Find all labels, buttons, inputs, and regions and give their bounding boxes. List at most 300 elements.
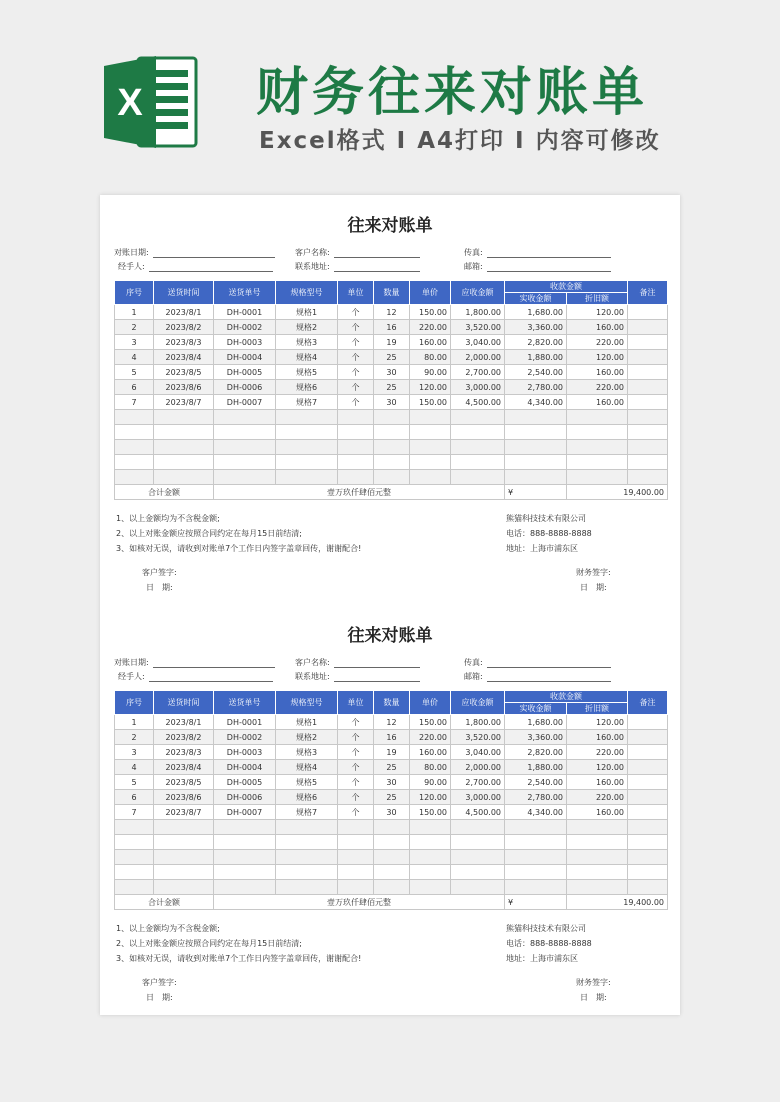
cell-price [410, 880, 451, 895]
fax-label: 传真: [464, 658, 483, 667]
cell-unit: 个 [338, 790, 374, 805]
email-line[interactable] [487, 263, 611, 272]
statement-copy-1 [100, 195, 680, 605]
cell-receivable [451, 425, 505, 440]
cell-actual [505, 425, 567, 440]
cell-remark [628, 805, 668, 820]
cell-price [410, 820, 451, 835]
cell-seq [115, 455, 154, 470]
cell-date: 2023/8/1 [154, 715, 214, 730]
cell-date: 2023/8/6 [154, 790, 214, 805]
total-in-words: 壹万玖仟肆佰元整 [214, 485, 505, 500]
cell-date [154, 440, 214, 455]
cell-qty [374, 440, 410, 455]
cell-spec: 规格5 [276, 775, 338, 790]
cell-qty: 16 [374, 730, 410, 745]
cell-date: 2023/8/6 [154, 380, 214, 395]
header-receivable: 应收金额 [451, 691, 505, 715]
cell-receivable: 2,700.00 [451, 775, 505, 790]
cell-actual: 1,680.00 [505, 305, 567, 320]
cell-receivable [451, 455, 505, 470]
table-row [115, 820, 668, 835]
cell-seq: 3 [115, 335, 154, 350]
cell-qty: 16 [374, 320, 410, 335]
cell-seq [115, 820, 154, 835]
cell-discount [567, 410, 628, 425]
cell-remark [628, 715, 668, 730]
cell-spec: 规格5 [276, 365, 338, 380]
cell-qty: 30 [374, 365, 410, 380]
header-remark: 备注 [628, 281, 668, 305]
logo-letter: X [117, 82, 143, 124]
cell-unit [338, 425, 374, 440]
company-name: 熊猫科技技术有限公司 [506, 924, 586, 933]
email-line[interactable] [487, 673, 611, 682]
ledger-body [115, 305, 668, 485]
cell-seq: 2 [115, 730, 154, 745]
cell-remark [628, 470, 668, 485]
handler-line[interactable] [149, 263, 273, 272]
cell-discount: 220.00 [567, 380, 628, 395]
cell-date [154, 455, 214, 470]
cell-date: 2023/8/5 [154, 775, 214, 790]
cell-discount [567, 455, 628, 470]
note-line: 2、以上对账金额应按照合同约定在每月15日前结清; [116, 529, 302, 538]
ledger-table [114, 690, 668, 910]
cell-seq: 4 [115, 760, 154, 775]
table-row [115, 425, 668, 440]
cell-qty: 30 [374, 775, 410, 790]
cell-order [214, 820, 276, 835]
cell-unit [338, 455, 374, 470]
cell-discount: 160.00 [567, 365, 628, 380]
ledger-total-row [115, 895, 668, 910]
address-label: 联系地址: [295, 672, 330, 681]
handler-field [118, 671, 273, 682]
cell-unit [338, 865, 374, 880]
cell-unit: 个 [338, 745, 374, 760]
cell-order: DH-0006 [214, 790, 276, 805]
cell-remark [628, 880, 668, 895]
cell-price: 80.00 [410, 760, 451, 775]
cell-receivable [451, 820, 505, 835]
finance-date-label: 日 期: [580, 583, 607, 592]
handler-label: 经手人: [118, 262, 145, 271]
cell-order [214, 470, 276, 485]
cell-qty: 25 [374, 790, 410, 805]
cell-discount: 160.00 [567, 775, 628, 790]
cell-order: DH-0003 [214, 745, 276, 760]
statement-date-field [114, 657, 275, 668]
cell-qty: 12 [374, 715, 410, 730]
finance-signature-label: 财务签字: [576, 978, 611, 987]
header-order: 送货单号 [214, 691, 276, 715]
header-date: 送货时间 [154, 281, 214, 305]
cell-qty: 12 [374, 305, 410, 320]
header-seq: 序号 [115, 281, 154, 305]
cell-seq [115, 880, 154, 895]
cell-order: DH-0004 [214, 350, 276, 365]
table-row [115, 760, 668, 775]
table-row [115, 865, 668, 880]
header-qty: 数量 [374, 281, 410, 305]
cell-receivable: 3,040.00 [451, 745, 505, 760]
table-row [115, 775, 668, 790]
statement-copy-2 [100, 605, 680, 1015]
cell-discount [567, 440, 628, 455]
cell-order: DH-0005 [214, 775, 276, 790]
cell-seq: 1 [115, 305, 154, 320]
cell-receivable [451, 880, 505, 895]
cell-receivable [451, 440, 505, 455]
cell-price: 150.00 [410, 305, 451, 320]
cell-date: 2023/8/2 [154, 320, 214, 335]
cell-spec: 规格6 [276, 790, 338, 805]
cell-date [154, 850, 214, 865]
cell-qty: 19 [374, 335, 410, 350]
header-order: 送货单号 [214, 281, 276, 305]
cell-date [154, 425, 214, 440]
header-unit: 单位 [338, 691, 374, 715]
cell-spec [276, 425, 338, 440]
cell-unit [338, 850, 374, 865]
cell-remark [628, 820, 668, 835]
cell-spec [276, 835, 338, 850]
cell-receivable: 1,800.00 [451, 715, 505, 730]
company-phone: 电话：888-8888-8888 [506, 939, 592, 948]
cell-spec: 规格3 [276, 745, 338, 760]
cell-price: 160.00 [410, 335, 451, 350]
cell-actual: 1,680.00 [505, 715, 567, 730]
cell-spec [276, 850, 338, 865]
cell-discount: 220.00 [567, 335, 628, 350]
cell-discount: 120.00 [567, 760, 628, 775]
cell-qty [374, 880, 410, 895]
ledger-body [115, 715, 668, 895]
ledger-total-row [115, 485, 668, 500]
note-line: 3、如核对无误，请收到对账单7个工作日内签字盖章回传，谢谢配合! [116, 954, 362, 963]
cell-unit: 个 [338, 350, 374, 365]
fax-line[interactable] [487, 249, 611, 258]
table-row [115, 365, 668, 380]
company-phone: 电话：888-8888-8888 [506, 529, 592, 538]
address-field [295, 261, 420, 272]
cell-seq: 2 [115, 320, 154, 335]
cell-remark [628, 410, 668, 425]
cell-receivable: 2,000.00 [451, 350, 505, 365]
header-received-group: 收款金额 [505, 691, 628, 703]
cell-receivable: 2,000.00 [451, 760, 505, 775]
cell-receivable: 4,500.00 [451, 805, 505, 820]
customer-line[interactable] [334, 249, 420, 258]
cell-unit: 个 [338, 305, 374, 320]
cell-order: DH-0002 [214, 730, 276, 745]
header-seq: 序号 [115, 691, 154, 715]
cell-date [154, 835, 214, 850]
cell-remark [628, 350, 668, 365]
total-label: 合计金额 [115, 485, 214, 500]
cell-seq [115, 865, 154, 880]
cell-order: DH-0005 [214, 365, 276, 380]
cell-seq [115, 850, 154, 865]
total-amount: 19,400.00 [567, 485, 668, 500]
cell-qty [374, 425, 410, 440]
total-label: 合计金额 [115, 895, 214, 910]
cell-unit: 个 [338, 365, 374, 380]
cell-seq [115, 440, 154, 455]
total-currency: ¥ [505, 895, 567, 910]
cell-discount [567, 425, 628, 440]
total-in-words: 壹万玖仟肆佰元整 [214, 895, 505, 910]
cell-discount: 160.00 [567, 395, 628, 410]
customer-date-label: 日 期: [146, 583, 173, 592]
cell-spec [276, 820, 338, 835]
handler-field [118, 261, 273, 272]
cell-spec [276, 440, 338, 455]
cell-price: 150.00 [410, 395, 451, 410]
banner-title: 财务往来对账单 [256, 63, 649, 123]
header-actual: 实收金额 [505, 293, 567, 305]
customer-line[interactable] [334, 659, 420, 668]
cell-seq [115, 835, 154, 850]
cell-price: 90.00 [410, 775, 451, 790]
cell-order [214, 850, 276, 865]
cell-date [154, 410, 214, 425]
finance-date-label: 日 期: [580, 993, 607, 1002]
table-row [115, 440, 668, 455]
cell-price [410, 410, 451, 425]
cell-qty [374, 835, 410, 850]
cell-receivable [451, 470, 505, 485]
header-price: 单价 [410, 281, 451, 305]
cell-remark [628, 790, 668, 805]
cell-date: 2023/8/3 [154, 335, 214, 350]
cell-actual [505, 850, 567, 865]
cell-spec [276, 865, 338, 880]
cell-remark [628, 865, 668, 880]
table-row [115, 320, 668, 335]
cell-unit [338, 410, 374, 425]
cell-price [410, 440, 451, 455]
cell-discount [567, 470, 628, 485]
cell-spec: 规格7 [276, 395, 338, 410]
cell-discount [567, 835, 628, 850]
cell-seq: 3 [115, 745, 154, 760]
cell-qty [374, 865, 410, 880]
cell-order: DH-0001 [214, 715, 276, 730]
cell-receivable [451, 410, 505, 425]
cell-order: DH-0004 [214, 760, 276, 775]
table-row [115, 410, 668, 425]
company-name: 熊猫科技技术有限公司 [506, 514, 586, 523]
cell-order [214, 835, 276, 850]
cell-seq: 5 [115, 775, 154, 790]
cell-price: 150.00 [410, 805, 451, 820]
total-currency: ¥ [505, 485, 567, 500]
customer-label: 客户名称: [295, 248, 330, 257]
customer-field [295, 657, 420, 668]
cell-actual: 1,880.00 [505, 350, 567, 365]
cell-unit: 个 [338, 395, 374, 410]
table-row [115, 835, 668, 850]
cell-price: 80.00 [410, 350, 451, 365]
cell-order [214, 440, 276, 455]
address-line[interactable] [334, 263, 420, 272]
cell-price [410, 425, 451, 440]
table-row [115, 455, 668, 470]
cell-receivable: 4,500.00 [451, 395, 505, 410]
cell-seq: 7 [115, 805, 154, 820]
cell-unit: 个 [338, 380, 374, 395]
cell-receivable: 3,520.00 [451, 320, 505, 335]
cell-receivable: 3,000.00 [451, 790, 505, 805]
cell-actual: 2,820.00 [505, 335, 567, 350]
cell-unit [338, 820, 374, 835]
fax-label: 传真: [464, 248, 483, 257]
cell-spec: 规格1 [276, 715, 338, 730]
email-field [464, 261, 611, 272]
cell-qty: 25 [374, 350, 410, 365]
cell-price: 220.00 [410, 730, 451, 745]
cell-price [410, 850, 451, 865]
cell-remark [628, 835, 668, 850]
cell-discount: 120.00 [567, 350, 628, 365]
cell-spec [276, 455, 338, 470]
cell-actual: 2,780.00 [505, 380, 567, 395]
note-line: 3、如核对无误，请收到对账单7个工作日内签字盖章回传，谢谢配合! [116, 544, 362, 553]
cell-order: DH-0007 [214, 395, 276, 410]
cell-remark [628, 440, 668, 455]
cell-remark [628, 395, 668, 410]
cell-discount: 120.00 [567, 305, 628, 320]
statement-date-line[interactable] [153, 659, 275, 668]
cell-date: 2023/8/5 [154, 365, 214, 380]
cell-receivable [451, 835, 505, 850]
cell-actual [505, 410, 567, 425]
cell-date [154, 880, 214, 895]
cell-seq: 1 [115, 715, 154, 730]
cell-order [214, 425, 276, 440]
cell-discount [567, 880, 628, 895]
table-row [115, 380, 668, 395]
cell-qty: 30 [374, 805, 410, 820]
cell-seq: 5 [115, 365, 154, 380]
header-spec: 规格型号 [276, 691, 338, 715]
cell-date: 2023/8/4 [154, 760, 214, 775]
cell-remark [628, 425, 668, 440]
cell-receivable: 3,000.00 [451, 380, 505, 395]
cell-seq: 6 [115, 790, 154, 805]
address-line[interactable] [334, 673, 420, 682]
cell-unit: 个 [338, 715, 374, 730]
customer-field [295, 247, 420, 258]
cell-actual: 4,340.00 [505, 805, 567, 820]
cell-remark [628, 775, 668, 790]
cell-discount: 160.00 [567, 805, 628, 820]
cell-unit: 个 [338, 805, 374, 820]
cell-qty: 30 [374, 395, 410, 410]
cell-spec [276, 410, 338, 425]
customer-date-label: 日 期: [146, 993, 173, 1002]
cell-actual: 1,880.00 [505, 760, 567, 775]
cell-price [410, 455, 451, 470]
banner [0, 0, 780, 190]
cell-date: 2023/8/7 [154, 805, 214, 820]
cell-actual [505, 880, 567, 895]
cell-spec: 规格4 [276, 760, 338, 775]
cell-discount [567, 850, 628, 865]
cell-discount: 120.00 [567, 715, 628, 730]
cell-order [214, 455, 276, 470]
ledger-header [115, 691, 668, 715]
cell-remark [628, 335, 668, 350]
cell-qty [374, 470, 410, 485]
table-row [115, 470, 668, 485]
cell-price: 120.00 [410, 380, 451, 395]
handler-label: 经手人: [118, 672, 145, 681]
email-label: 邮箱: [464, 672, 483, 681]
handler-line[interactable] [149, 673, 273, 682]
header-price: 单价 [410, 691, 451, 715]
cell-receivable [451, 865, 505, 880]
table-row [115, 350, 668, 365]
cell-actual [505, 440, 567, 455]
cell-actual: 2,780.00 [505, 790, 567, 805]
cell-unit: 个 [338, 730, 374, 745]
cell-order [214, 865, 276, 880]
customer-signature-label: 客户签字: [142, 568, 177, 577]
cell-actual: 4,340.00 [505, 395, 567, 410]
cell-discount [567, 820, 628, 835]
address-label: 联系地址: [295, 262, 330, 271]
cell-actual [505, 455, 567, 470]
statement-date-line[interactable] [153, 249, 275, 258]
table-row [115, 335, 668, 350]
fax-line[interactable] [487, 659, 611, 668]
cell-receivable: 3,520.00 [451, 730, 505, 745]
cell-spec [276, 880, 338, 895]
cell-actual [505, 820, 567, 835]
cell-order: DH-0001 [214, 305, 276, 320]
address-field [295, 671, 420, 682]
table-row [115, 395, 668, 410]
cell-qty [374, 850, 410, 865]
header-actual: 实收金额 [505, 703, 567, 715]
cell-spec: 规格1 [276, 305, 338, 320]
cell-order: DH-0007 [214, 805, 276, 820]
table-row [115, 880, 668, 895]
email-field [464, 671, 611, 682]
cell-unit: 个 [338, 335, 374, 350]
finance-signature-label: 财务签字: [576, 568, 611, 577]
cell-date: 2023/8/1 [154, 305, 214, 320]
cell-unit [338, 440, 374, 455]
statement-title: 往来对账单 [347, 216, 433, 236]
cell-order [214, 410, 276, 425]
header-unit: 单位 [338, 281, 374, 305]
cell-remark [628, 320, 668, 335]
header-spec: 规格型号 [276, 281, 338, 305]
cell-date: 2023/8/7 [154, 395, 214, 410]
table-row [115, 730, 668, 745]
cell-unit [338, 880, 374, 895]
cell-date: 2023/8/3 [154, 745, 214, 760]
company-address: 地址：上海市浦东区 [506, 544, 578, 553]
cell-qty: 25 [374, 380, 410, 395]
cell-remark [628, 365, 668, 380]
cell-discount: 160.00 [567, 320, 628, 335]
email-label: 邮箱: [464, 262, 483, 271]
